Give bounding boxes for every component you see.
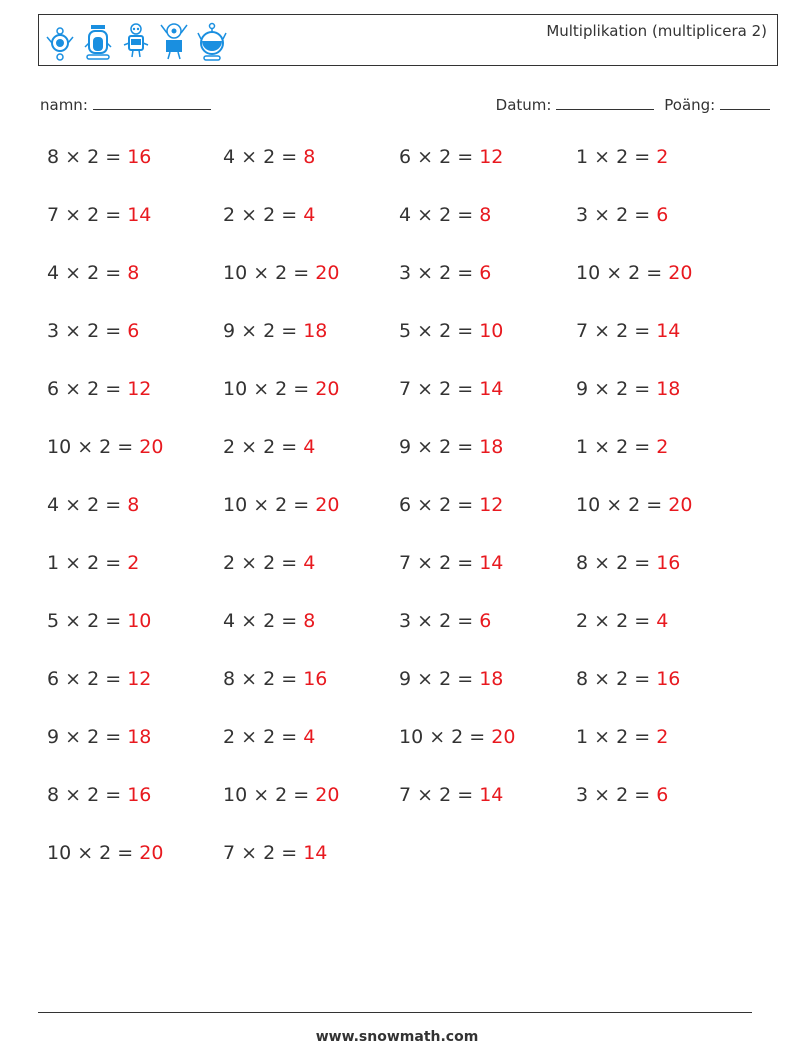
- problem-item: [399, 726, 576, 784]
- problem-answer: 18: [656, 378, 681, 400]
- problem-question: 6 × 2 =: [399, 146, 480, 168]
- problem-answer: 18: [127, 726, 152, 748]
- problem-question: 10 × 2 =: [576, 262, 669, 284]
- problem-question: 4 × 2 =: [47, 494, 128, 516]
- problem-question: 5 × 2 =: [399, 320, 480, 342]
- date-line[interactable]: [556, 95, 654, 110]
- problem-question: 6 × 2 =: [47, 668, 128, 690]
- robot-icon-2: [83, 19, 113, 63]
- problem-answer: 10: [479, 320, 504, 342]
- problem-answer: 6: [479, 262, 492, 284]
- problem-item: [576, 146, 747, 204]
- problem-answer: 4: [303, 204, 316, 226]
- problem-question: 3 × 2 =: [576, 784, 657, 806]
- problem-item: [47, 668, 223, 726]
- problem-item: [399, 610, 576, 668]
- problem-question: 10 × 2 =: [576, 494, 669, 516]
- problem-question: 10 × 2 =: [47, 842, 140, 864]
- problem-item: [576, 436, 747, 494]
- problem-grid: [47, 146, 747, 900]
- problem-question: 10 × 2 =: [399, 726, 492, 748]
- problem-item: [399, 204, 576, 262]
- problem-item: [576, 610, 747, 668]
- problem-question: 10 × 2 =: [223, 784, 316, 806]
- problem-item: [576, 262, 747, 320]
- problem-answer: 12: [479, 494, 504, 516]
- problem-answer: 16: [127, 146, 152, 168]
- problem-question: 8 × 2 =: [576, 668, 657, 690]
- problem-item: [223, 552, 399, 610]
- problem-item: [223, 436, 399, 494]
- problem-answer: 2: [656, 726, 669, 748]
- problem-item: [223, 726, 399, 784]
- problem-item: [399, 436, 576, 494]
- problem-question: 8 × 2 =: [223, 668, 304, 690]
- problem-item: [47, 262, 223, 320]
- problem-answer: 20: [315, 494, 340, 516]
- problem-answer: 20: [668, 262, 693, 284]
- problem-item: [223, 320, 399, 378]
- problem-answer: 8: [303, 610, 316, 632]
- date-label: Datum:: [495, 96, 552, 114]
- problem-answer: 6: [479, 610, 492, 632]
- problem-question: 3 × 2 =: [576, 204, 657, 226]
- problem-question: 9 × 2 =: [47, 726, 128, 748]
- problem-item: [47, 204, 223, 262]
- problem-item: [576, 668, 747, 726]
- problem-answer: 16: [127, 784, 152, 806]
- problem-answer: 12: [127, 668, 152, 690]
- problem-question: 9 × 2 =: [576, 378, 657, 400]
- problem-question: 8 × 2 =: [47, 784, 128, 806]
- problem-item: [399, 784, 576, 842]
- robot-icon-4: [159, 19, 189, 63]
- problem-question: 4 × 2 =: [223, 146, 304, 168]
- robot-icon-3: [121, 19, 151, 63]
- problem-answer: 2: [656, 436, 669, 458]
- problem-item: [223, 668, 399, 726]
- problem-question: 7 × 2 =: [576, 320, 657, 342]
- problem-question: 2 × 2 =: [223, 204, 304, 226]
- date-field: [496, 95, 655, 114]
- problem-answer: 4: [303, 552, 316, 574]
- problem-question: 9 × 2 =: [399, 668, 480, 690]
- problem-item: [47, 436, 223, 494]
- problem-answer: 2: [656, 146, 669, 168]
- problem-answer: 14: [479, 784, 504, 806]
- problem-item: [223, 842, 399, 900]
- date-score-fields: [496, 95, 770, 114]
- problem-answer: 14: [479, 552, 504, 574]
- problem-answer: 18: [479, 668, 504, 690]
- problem-question: 6 × 2 =: [399, 494, 480, 516]
- problem-answer: 4: [303, 436, 316, 458]
- problem-answer: 16: [656, 552, 681, 574]
- problem-item: [576, 552, 747, 610]
- problem-answer: 20: [491, 726, 516, 748]
- problem-question: 8 × 2 =: [576, 552, 657, 574]
- problem-question: 1 × 2 =: [576, 726, 657, 748]
- problem-answer: 6: [656, 784, 669, 806]
- problem-answer: 4: [656, 610, 669, 632]
- problem-question: 10 × 2 =: [223, 494, 316, 516]
- problem-item: [576, 726, 747, 784]
- problem-item: [399, 146, 576, 204]
- problem-question: 3 × 2 =: [399, 262, 480, 284]
- problem-item: [47, 842, 223, 900]
- score-field: [664, 95, 770, 114]
- problem-answer: 6: [127, 320, 140, 342]
- problem-answer: 20: [139, 842, 164, 864]
- problem-item: [47, 146, 223, 204]
- score-label: Poäng:: [664, 96, 716, 114]
- problem-item: [223, 610, 399, 668]
- problem-answer: 18: [303, 320, 328, 342]
- problem-answer: 2: [127, 552, 140, 574]
- problem-answer: 14: [479, 378, 504, 400]
- problem-item: [576, 784, 747, 842]
- problem-item: [399, 262, 576, 320]
- footer-url: www.snowmath.com: [315, 1029, 479, 1045]
- problem-item: [399, 320, 576, 378]
- problem-item: [576, 494, 747, 552]
- problem-answer: 8: [303, 146, 316, 168]
- name-label: namn:: [40, 96, 88, 114]
- problem-answer: 14: [656, 320, 681, 342]
- problem-question: 2 × 2 =: [223, 436, 304, 458]
- problem-question: 6 × 2 =: [47, 378, 128, 400]
- problem-item: [576, 320, 747, 378]
- problem-item: [399, 378, 576, 436]
- problem-item: [47, 726, 223, 784]
- problem-item: [223, 146, 399, 204]
- problem-question: 8 × 2 =: [47, 146, 128, 168]
- problem-answer: 20: [668, 494, 693, 516]
- problem-question: 3 × 2 =: [399, 610, 480, 632]
- score-line[interactable]: [720, 95, 770, 110]
- problem-question: 7 × 2 =: [223, 842, 304, 864]
- problem-item: [399, 552, 576, 610]
- problem-question: 4 × 2 =: [399, 204, 480, 226]
- problem-question: 7 × 2 =: [399, 784, 480, 806]
- problem-item: [223, 262, 399, 320]
- problem-question: 2 × 2 =: [223, 552, 304, 574]
- problem-answer: 20: [315, 262, 340, 284]
- problem-answer: 16: [303, 668, 328, 690]
- problem-item: [399, 668, 576, 726]
- problem-question: 5 × 2 =: [47, 610, 128, 632]
- problem-item: [223, 784, 399, 842]
- problem-answer: 20: [315, 784, 340, 806]
- problem-question: 10 × 2 =: [47, 436, 140, 458]
- problem-item: [47, 320, 223, 378]
- problem-item: [47, 552, 223, 610]
- worksheet-title: Multiplikation (multiplicera 2): [546, 22, 767, 40]
- problem-question: 7 × 2 =: [47, 204, 128, 226]
- problem-item: [47, 494, 223, 552]
- name-line[interactable]: [93, 95, 211, 110]
- problem-item: [576, 378, 747, 436]
- problem-question: 9 × 2 =: [223, 320, 304, 342]
- problem-item: [399, 494, 576, 552]
- robot-icon-5: [197, 19, 227, 63]
- problem-question: 3 × 2 =: [47, 320, 128, 342]
- problem-question: 1 × 2 =: [47, 552, 128, 574]
- problem-question: 7 × 2 =: [399, 552, 480, 574]
- problem-question: 2 × 2 =: [576, 610, 657, 632]
- problem-answer: 10: [127, 610, 152, 632]
- problem-question: 10 × 2 =: [223, 262, 316, 284]
- problem-question: 4 × 2 =: [47, 262, 128, 284]
- problem-answer: 14: [303, 842, 328, 864]
- problem-answer: 4: [303, 726, 316, 748]
- robot-icons: [45, 19, 227, 63]
- problem-answer: 8: [127, 494, 140, 516]
- problem-answer: 8: [479, 204, 492, 226]
- problem-question: 7 × 2 =: [399, 378, 480, 400]
- problem-answer: 20: [139, 436, 164, 458]
- problem-answer: 18: [479, 436, 504, 458]
- problem-answer: 14: [127, 204, 152, 226]
- problem-answer: 8: [127, 262, 140, 284]
- worksheet-header: [38, 14, 778, 66]
- problem-answer: 6: [656, 204, 669, 226]
- problem-item: [47, 378, 223, 436]
- problem-item: [223, 494, 399, 552]
- problem-answer: 12: [127, 378, 152, 400]
- problem-question: 1 × 2 =: [576, 146, 657, 168]
- problem-answer: 20: [315, 378, 340, 400]
- problem-item: [576, 204, 747, 262]
- robot-icon-1: [45, 19, 75, 63]
- problem-item: [223, 204, 399, 262]
- problem-question: 9 × 2 =: [399, 436, 480, 458]
- problem-item: [47, 610, 223, 668]
- problem-item: [223, 378, 399, 436]
- problem-item: [47, 784, 223, 842]
- problem-question: 10 × 2 =: [223, 378, 316, 400]
- problem-question: 4 × 2 =: [223, 610, 304, 632]
- problem-answer: 12: [479, 146, 504, 168]
- problem-answer: 16: [656, 668, 681, 690]
- name-field: [40, 95, 211, 114]
- problem-question: 2 × 2 =: [223, 726, 304, 748]
- problem-question: 1 × 2 =: [576, 436, 657, 458]
- footer-divider: [38, 1012, 752, 1013]
